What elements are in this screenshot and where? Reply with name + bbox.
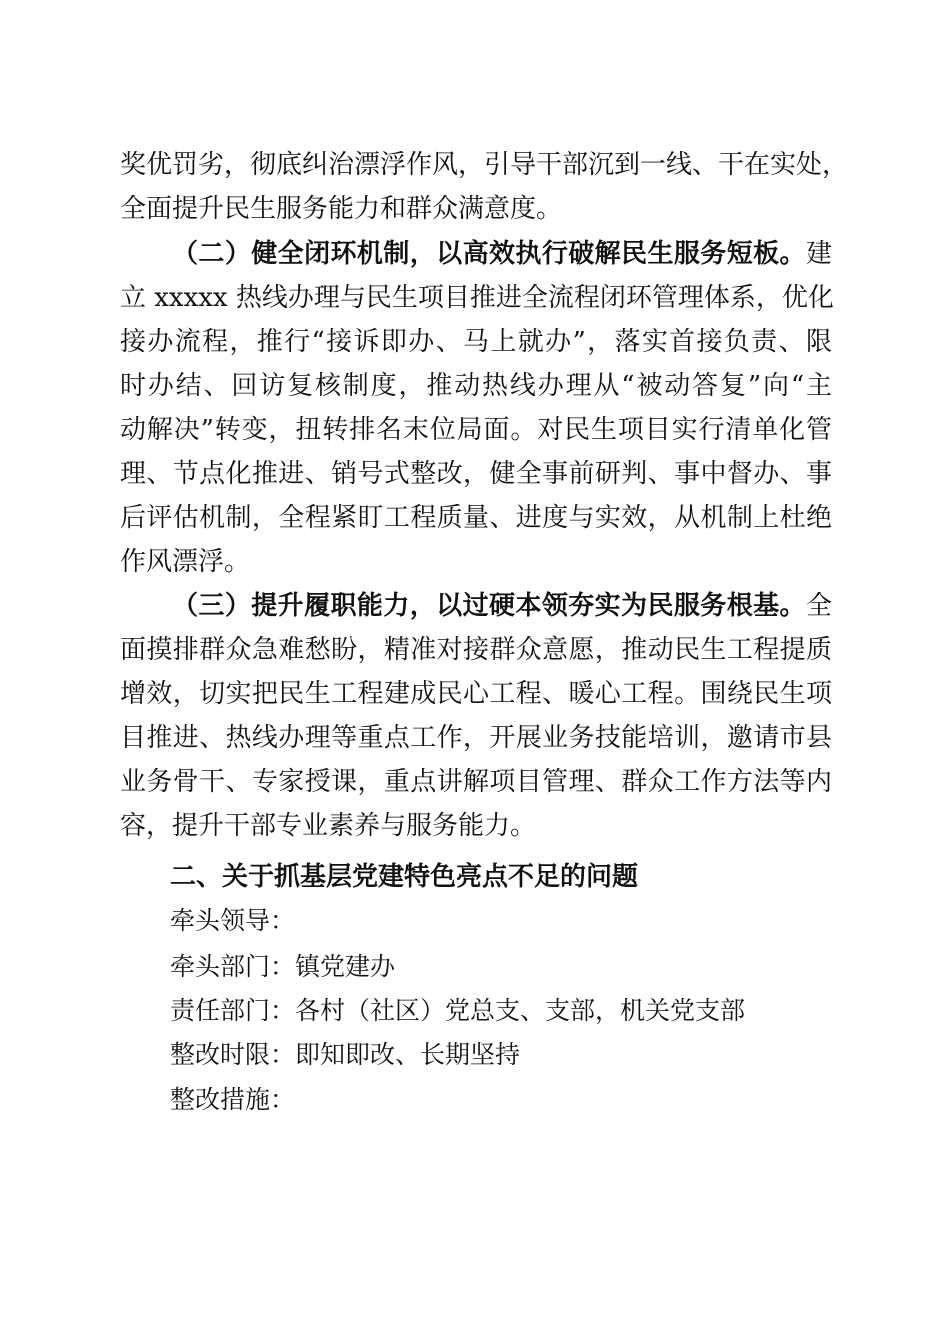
paragraph-line: 后评估机制，全程紧盯工程质量、进度与实效，从机制上杜绝	[120, 503, 832, 533]
part-2-heading: 二、关于抓基层党建特色亮点不足的问题	[170, 862, 639, 892]
field-deadline	[170, 1033, 520, 1077]
section-2-heading: （二）健全闭环机制，以高效执行破解民生服务短板。	[172, 239, 806, 269]
field-value: 即知即改、长期坚持	[295, 1040, 521, 1069]
field-measures	[170, 1078, 295, 1122]
field-label: 整改措施：	[170, 1085, 296, 1114]
paragraph-line: 面摸排群众急难愁盼，精准对接群众意愿，推动民生工程提质	[120, 635, 832, 665]
section-3-first-line	[172, 584, 832, 628]
field-responsible-departments	[170, 989, 745, 1033]
field-label: 牵头领导：	[170, 906, 296, 935]
section-3-text: 全	[805, 591, 832, 621]
paragraph-line: 目推进、热线办理等重点工作，开展业务技能培训，邀请市县	[120, 723, 832, 753]
paragraph-line: 立 xxxxx 热线办理与民生项目推进全流程闭环管理体系，优化	[120, 283, 834, 313]
section-3-heading: （三）提升履职能力，以过硬本领夯实为民服务根基。	[172, 591, 806, 621]
paragraph-line: 业务骨干、专家授课，重点讲解项目管理、群众工作方法等内	[120, 767, 832, 797]
field-value: 镇党建办	[295, 952, 396, 981]
paragraph-line: 作风漂浮。	[120, 547, 251, 577]
field-label: 责任部门：	[170, 996, 296, 1025]
paragraph-line: 接办流程，推行“接诉即办、马上就办”，落实首接负责、限	[120, 327, 832, 357]
paragraph-line: 理、节点化推进、销号式整改，健全事前研判、事中督办、事	[120, 459, 832, 489]
field-lead-leader	[170, 899, 295, 943]
paragraph-line: 奖优罚劣，彻底纠治漂浮作风，引导干部沉到一线、干在实处，	[120, 150, 849, 180]
field-label: 整改时限：	[170, 1040, 296, 1069]
section-2-first-line	[172, 232, 832, 276]
section-2-text: 建	[805, 239, 832, 269]
paragraph-line: 时办结、回访复核制度，推动热线办理从“被动答复”向“主	[120, 371, 832, 401]
paragraph-line: 容，提升干部专业素养与服务能力。	[120, 811, 537, 841]
field-label: 牵头部门：	[170, 952, 296, 981]
field-lead-department	[170, 945, 395, 989]
paragraph-line: 动解决”转变，扭转排名末位局面。对民生项目实行清单化管	[120, 415, 832, 445]
paragraph-line: 全面提升民生服务能力和群众满意度。	[120, 194, 563, 224]
paragraph-line: 增效，切实把民生工程建成民心工程、暖心工程。围绕民生项	[120, 679, 832, 709]
field-value: 各村（社区）党总支、支部，机关党支部	[295, 996, 746, 1025]
